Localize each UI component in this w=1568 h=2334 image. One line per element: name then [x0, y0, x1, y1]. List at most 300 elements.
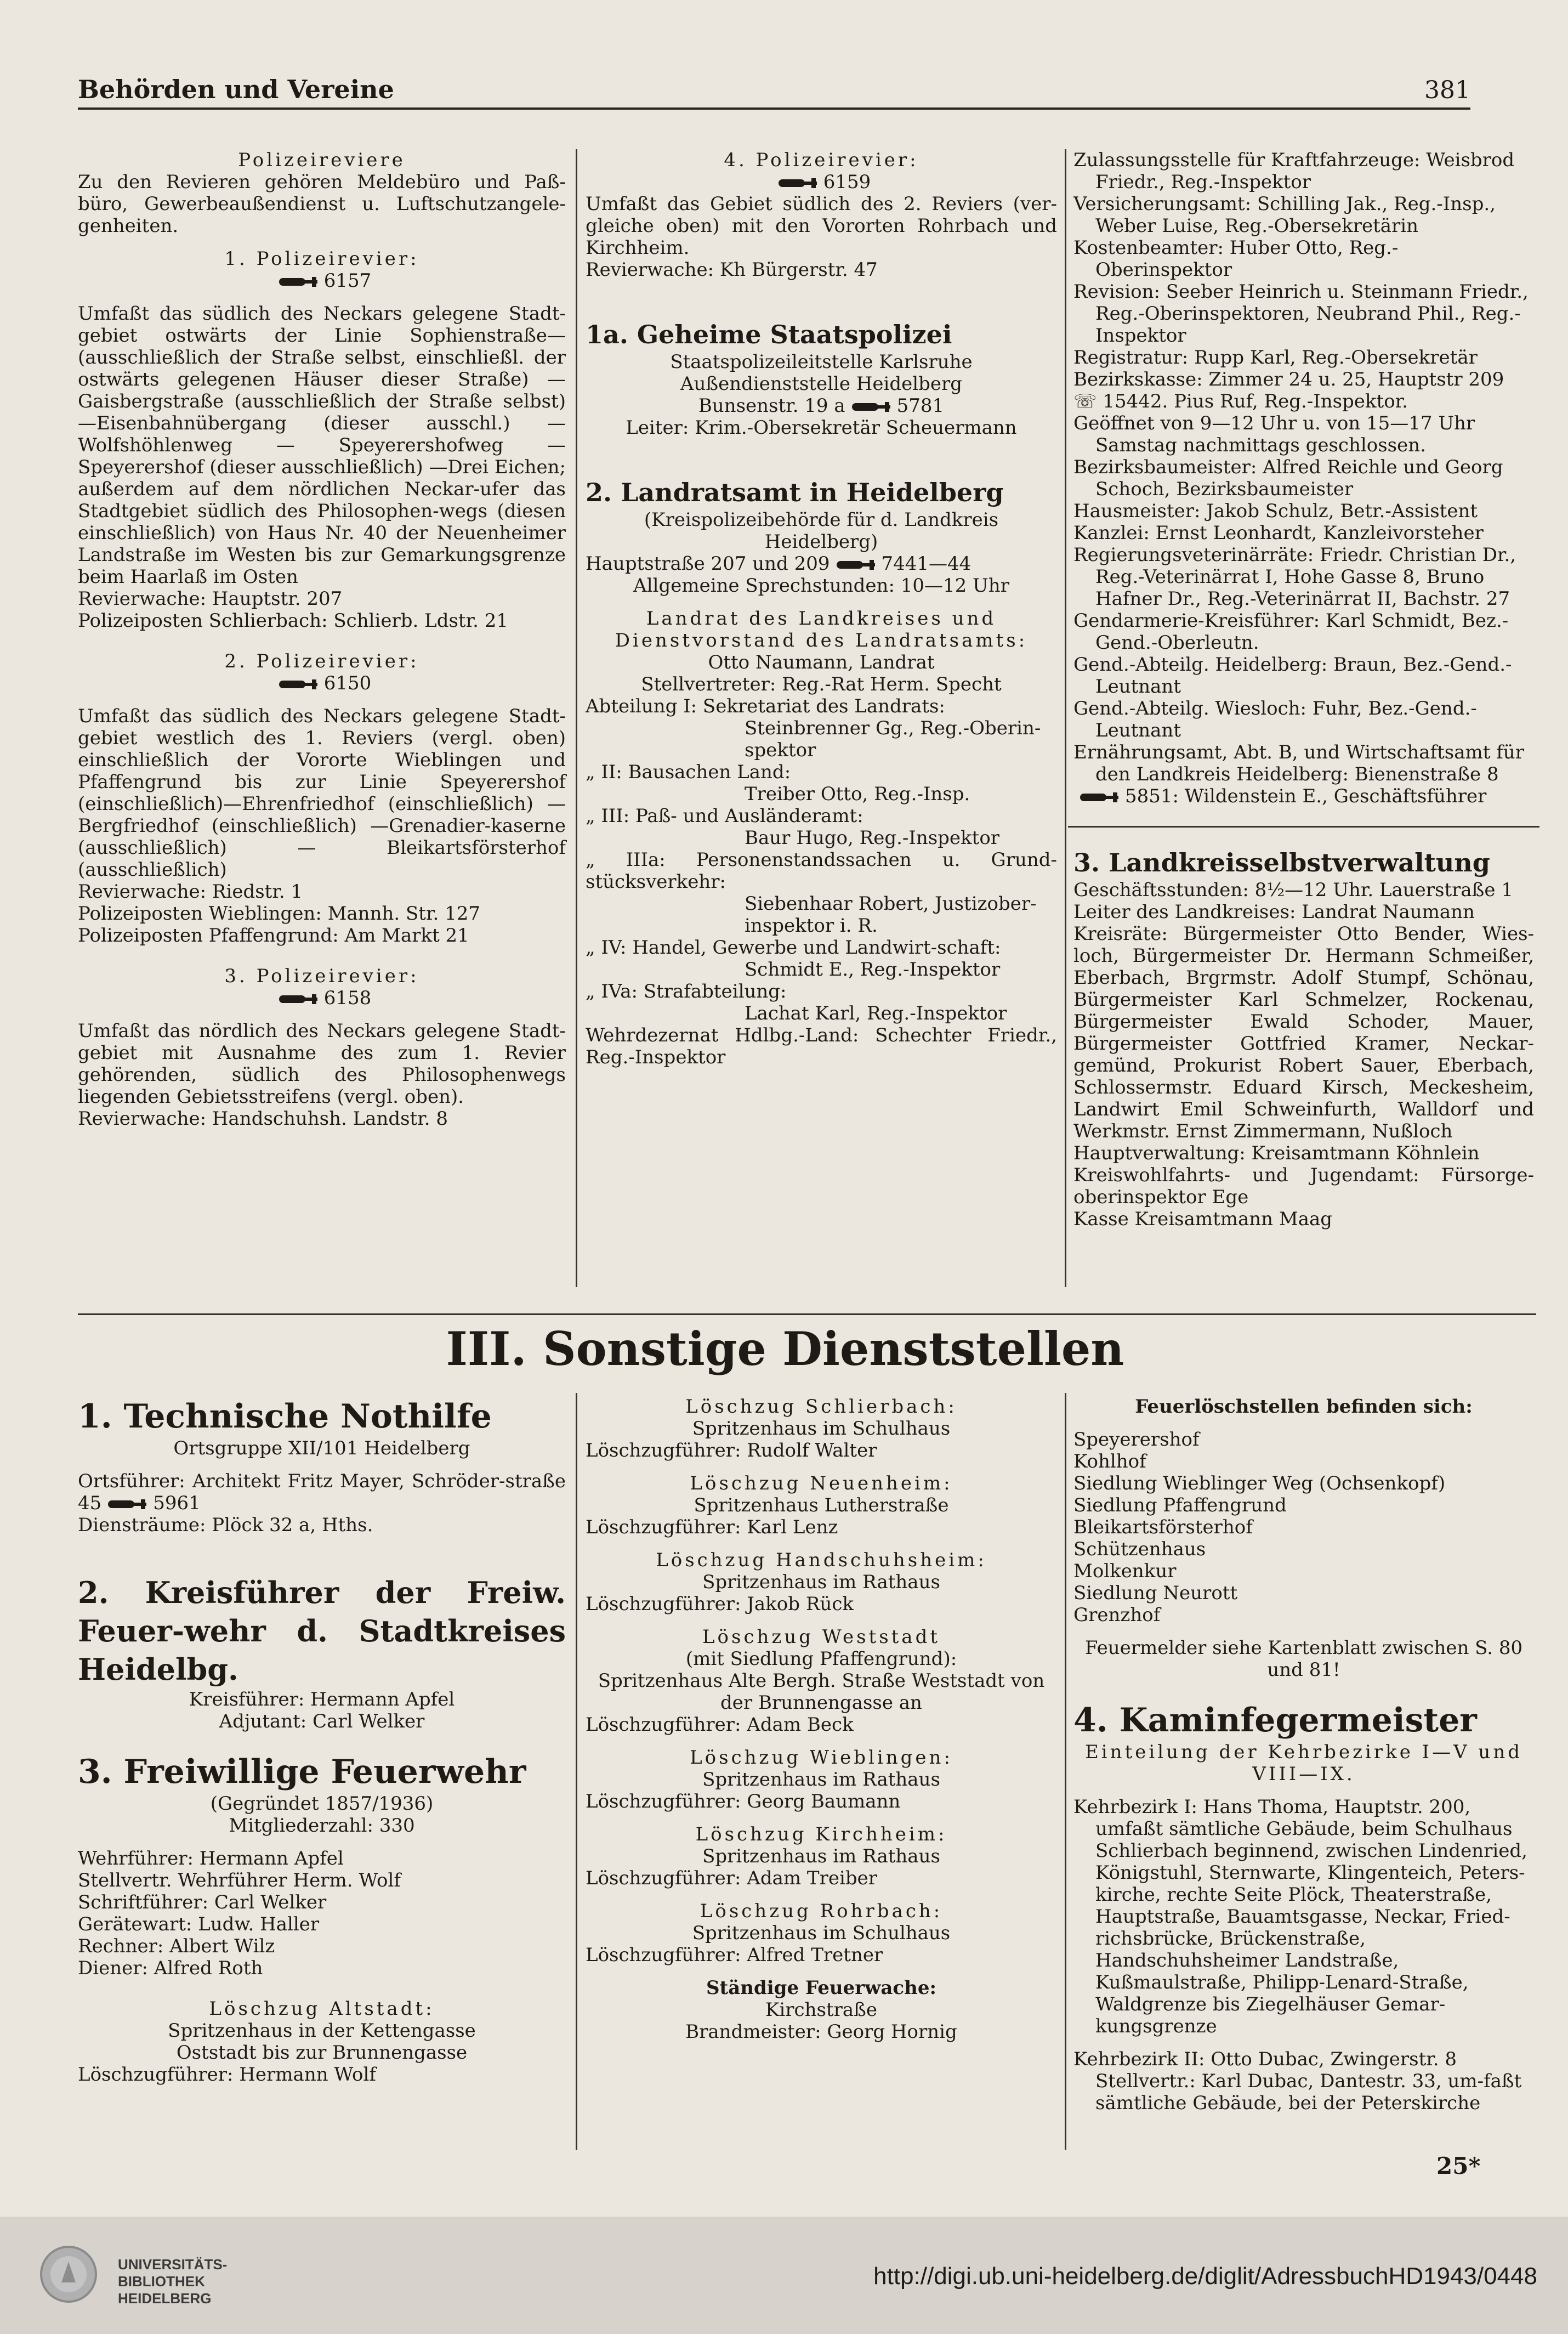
telephone-icon: [278, 993, 319, 1005]
b-mid-line: [586, 1615, 1057, 1626]
b-right-line: [1073, 1699, 1534, 1741]
document-page: [34, 0, 1536, 2213]
line-text: (Kreispolizeibehörde für d. Landkreis Heidelberg): [644, 509, 999, 553]
b-left-line: [78, 1555, 566, 1573]
right-col-line: [1073, 347, 1534, 369]
mid-col-line: [586, 827, 1057, 849]
b-right-line: [1073, 1560, 1534, 1582]
b-right-line: [1073, 1516, 1534, 1538]
line-text: 4. Polizeirevier:: [724, 149, 919, 171]
line-text: Gerätewart: Ludw. Haller: [78, 1913, 320, 1935]
line-text: Wehrführer: Hermann Apfel: [78, 1848, 344, 1870]
line-text: Geschäftsstunden: 8½—12 Uhr. Lauerstraße 1: [1073, 879, 1513, 901]
b-mid-line: [586, 1461, 1057, 1472]
b-mid-line: [586, 1538, 1057, 1549]
mid-col-line: [586, 783, 1057, 805]
telephone-icon: [1079, 791, 1120, 803]
b-mid-line: [586, 1472, 1057, 1494]
b-mid-line: [586, 1549, 1057, 1571]
line-text: Kanzlei: Ernst Leonhardt, Kanzleivorsteher: [1073, 522, 1484, 544]
right-col-line: [1073, 500, 1534, 522]
b-left-line: [78, 1459, 566, 1470]
line-text: „ IVa: Strafabteilung:: [586, 981, 787, 1002]
mid-col-line: [586, 1002, 1057, 1024]
line-text: Otto Naumann, Landrat: [708, 652, 935, 673]
section-rule: [78, 1313, 1536, 1315]
b-left-line: [78, 1689, 566, 1710]
b-right-line: [1073, 1637, 1534, 1681]
b-right-line: [1073, 1785, 1534, 1796]
right-col-line: [1073, 149, 1534, 193]
line-text: Revierwache: Riedstr. 1: [78, 881, 303, 903]
mid-col-line: [586, 259, 1057, 281]
library-name: UNIVERSITÄTS- BIBLIOTHEK HEIDELBERG: [118, 2256, 228, 2307]
b-right-line: [1073, 1604, 1534, 1626]
right-col-line: [1073, 369, 1534, 390]
phone-number: 6159: [823, 171, 871, 193]
line-text: Leiter des Landkreises: Landrat Naumann: [1073, 901, 1475, 923]
line-text: Bezirkskasse: Zimmer 24 u. 25, Hauptstr 209: [1073, 369, 1504, 390]
page-header: [78, 71, 1470, 110]
left-col-line: [78, 903, 566, 925]
left-col-line: [78, 705, 566, 881]
line-text: Rechner: Albert Wilz: [78, 1935, 275, 1957]
b-mid-line: [586, 1769, 1057, 1791]
line-text: Außendienststelle Heidelberg: [680, 373, 963, 395]
line-text: Spritzenhaus im Rathaus: [702, 1845, 940, 1867]
mid-col-line: [586, 193, 1057, 259]
left-col-line: [78, 237, 566, 248]
university-seal-icon: [38, 2244, 99, 2304]
line-text: „ III: Paß- und Ausländeramt:: [586, 805, 863, 827]
line-text: Staatspolizeileitstelle Karlsruhe: [670, 351, 973, 373]
b-left-line: [78, 1536, 566, 1555]
b-right-line: [1073, 1626, 1534, 1637]
line-text: Ernährungsamt, Abt. B, und Wirtschaftsamt für den Landkreis Heidelberg: Bienenstraße 8: [1073, 741, 1524, 785]
mid-col-line: [586, 849, 1057, 893]
right-col-line: [1073, 390, 1534, 412]
line-text: Diensträume: Plöck 32 a, Hths.: [78, 1514, 373, 1536]
line-text: (Gegründet 1857/1936): [210, 1793, 434, 1815]
b-left-line: [78, 1848, 566, 1870]
line-text: Löschzug Schlierbach:: [685, 1396, 957, 1418]
b-right-line: [1073, 1418, 1534, 1429]
line-text: Speyerershof: [1073, 1429, 1200, 1451]
left-col-line: [78, 248, 566, 270]
b-right-line: [1073, 1396, 1534, 1418]
line-text: Umfaßt das südlich des Neckars gelegene Stadt-gebiet westlich des 1. Reviers (vergl. oben) einschließlich der Vororte Wieblingen und Pfaffengrund bis zur Linie Speyerershof (einschließlich)—Ehrenfriedhof (einschließlich) —Bergfriedhof (einschließlich) —Grenadier-kaserne (ausschließlich) — Bleikartsförsterhof (ausschließlich): [78, 705, 566, 881]
right-col-line: [1073, 1164, 1534, 1208]
line-text: Steinbrenner Gg., Reg.-Oberin-spektor: [745, 717, 1041, 761]
b-right-line: [1073, 1472, 1534, 1494]
line-text: Feuerlöschstellen befinden sich:: [1135, 1396, 1473, 1418]
line-text: 3. Freiwillige Feuerwehr: [78, 1753, 526, 1791]
line-text: Löschzugführer: Adam Treiber: [586, 1867, 877, 1889]
left-col-line: [78, 292, 566, 303]
line-text: Bunsenstr. 19 a: [698, 395, 845, 417]
b-left-line: [78, 1732, 566, 1751]
mid-col-line: [586, 171, 1057, 193]
b-left-line: [78, 1891, 566, 1913]
column-divider: [576, 1393, 577, 2150]
line-text: „ IV: Handel, Gewerbe und Landwirt-schaft:: [586, 937, 1001, 959]
mid-col-line: [586, 553, 1057, 575]
line-text: Siebenhaar Robert, Justizober-inspektor i. R.: [745, 893, 1037, 937]
right-column: [1073, 149, 1534, 1230]
b-mid-line: [586, 1791, 1057, 1812]
left-col-line: [78, 881, 566, 903]
line-text: Löschzug Kirchheim:: [695, 1823, 947, 1845]
mid-col-line: [586, 805, 1057, 827]
line-text: Kirchstraße: [765, 1999, 877, 2021]
line-text: 1. Polizeirevier:: [224, 248, 419, 270]
left-col-line: [78, 650, 566, 672]
left-col-line: [78, 632, 566, 650]
b-right-line: [1073, 2037, 1534, 2048]
line-text: Siedlung Neurott: [1073, 1582, 1238, 1604]
line-text: 1. Technische Nothilfe: [78, 1397, 492, 1436]
mid-col-line: [586, 608, 1057, 652]
line-text: Löschzugführer: Hermann Wolf: [78, 2064, 376, 2086]
b-mid-line: [586, 1823, 1057, 1845]
b-left-line: [78, 1470, 566, 1514]
b-mid-line: [586, 1418, 1057, 1440]
line-text: Adjutant: Carl Welker: [219, 1710, 425, 1732]
line-text: Grenzhof: [1073, 1604, 1161, 1626]
mid-col-line: [586, 1024, 1057, 1068]
line-text: Ständige Feuerwache:: [706, 1977, 937, 1999]
line-text: Polizeiposten Wieblingen: Mannh. Str. 127: [78, 903, 480, 925]
line-text: Spritzenhaus im Schulhaus: [692, 1922, 951, 1944]
line-text: Ortsgruppe XII/101 Heidelberg: [173, 1437, 470, 1459]
column-divider: [576, 149, 577, 1287]
line-text: Löschzug Handschuhsheim:: [656, 1549, 987, 1571]
line-text: (mit Siedlung Pfaffengrund):: [685, 1648, 957, 1670]
line-text: Gendarmerie-Kreisführer: Karl Schmidt, Bez.-Gend.-Oberleutn.: [1073, 610, 1509, 654]
right-col-line: [1073, 698, 1534, 741]
line-text: Löschzugführer: Georg Baumann: [586, 1791, 901, 1812]
mid-col-line: [586, 695, 1057, 717]
line-text: Zu den Revieren gehören Meldebüro und Paß-büro, Gewerbeaußendienst u. Luftschutzangele-genheiten.: [78, 171, 566, 237]
line-text: Baur Hugo, Reg.-Inspektor: [745, 827, 1000, 849]
phone-number: 5781: [896, 395, 945, 417]
mid-col-line: [586, 395, 1057, 417]
section-title: III. Sonstige Dienststellen: [446, 1322, 1124, 1376]
b-mid-line: [586, 1593, 1057, 1615]
left-col-line: [78, 303, 566, 588]
b-mid-line: [586, 1571, 1057, 1593]
telephone-icon: [278, 276, 319, 288]
left-column: [78, 149, 566, 1130]
b-mid-line: [586, 1867, 1057, 1889]
mid-col-line: [586, 597, 1057, 608]
telephone-icon: [836, 559, 876, 571]
line-text: Kohlhof: [1073, 1451, 1146, 1472]
line-text: Allgemeine Sprechstunden: 10—12 Uhr: [633, 575, 1009, 597]
mid-col-line: [586, 717, 1057, 761]
line-text: Molkenkur: [1073, 1560, 1177, 1582]
b-mid-line: [586, 1966, 1057, 1977]
phone-number: 6157: [323, 270, 372, 292]
b-left-line: [78, 1573, 566, 1689]
left-col-line: [78, 947, 566, 965]
line-text: Schmidt E., Reg.-Inspektor: [745, 959, 1001, 981]
b-mid-line: [586, 1944, 1057, 1966]
b-right-line: [1073, 1538, 1534, 1560]
b-left-line: [78, 1979, 566, 1998]
line-text: Versicherungsamt: Schilling Jak., Reg.-Insp., Weber Luise, Reg.-Obersekretärin: [1073, 193, 1496, 237]
line-text: Treiber Otto, Reg.-Insp.: [745, 783, 970, 805]
right-col-line: [1073, 193, 1534, 237]
line-text: Kreiswohlfahrts- und Jugendamt: Fürsorge-oberinspektor Ege: [1073, 1164, 1534, 1208]
line-text: Spritzenhaus in der Kettengasse: [168, 2020, 476, 2042]
b-mid-line: [586, 1626, 1057, 1648]
right-col-line: [1073, 456, 1534, 500]
mid-col-line: [586, 893, 1057, 937]
phone-number: 6158: [323, 987, 372, 1009]
right-col-line: [1073, 1142, 1534, 1164]
sheet-marker: 25*: [1436, 2152, 1481, 2179]
line-text: Schützenhaus: [1073, 1538, 1206, 1560]
line-text: Polizeireviere: [238, 149, 406, 171]
b-right-line: [1073, 1429, 1534, 1451]
left-col-line: [78, 1009, 566, 1020]
right-col-line: [1073, 879, 1534, 901]
left-col-line: [78, 694, 566, 705]
line-text: Umfaßt das südlich des Neckars gelegene Stadt-gebiet ostwärts der Linie Sophienstraße—(ausschließlich der Straße selbst, einschließl. der ostwärts gelegenen Häuser dieser Straße) —Gaisbergstraße (ausschließlich der Straße selbst) —Eisenbahnübergang (dieser ausschl.) — Wolfshöhlenweg — Speyerershofweg — Speyerershof (dieser ausschließlich) —Drei Eichen; außerdem auf dem nördlichen Neckar-ufer das Stadtgebiet südlich des Philosophen-wegs (diesen einschließlich) von Haus Nr. 40 der Neuenheimer Landstraße im Westen bis zur Gemarkungsgrenze beim Haarlaß im Osten: [78, 303, 566, 588]
right-col-line: [1073, 237, 1534, 281]
b-mid-line: [586, 1845, 1057, 1867]
line-text: Abteilung I: Sekretariat des Landrats:: [586, 695, 945, 717]
b-left-line: [78, 2042, 566, 2064]
right-col-line: [1073, 1208, 1534, 1230]
line-text: Gend.-Abteilg. Wiesloch: Fuhr, Bez.-Gend.-Leutnant: [1073, 698, 1477, 741]
right-col-line: [1073, 846, 1534, 879]
b-mid-line: [586, 1494, 1057, 1516]
b-left-line: [78, 1935, 566, 1957]
line-text: Spritzenhaus im Rathaus: [702, 1571, 940, 1593]
page-number: 381: [1424, 76, 1470, 104]
mid-col-line: [586, 509, 1057, 553]
left-col-line: [78, 925, 566, 947]
b-mid-line: [586, 1999, 1057, 2021]
line-text: Einteilung der Kehrbezirke I—V und VIII—IX.: [1084, 1741, 1522, 1785]
line-text: Leiter: Krim.-Obersekretär Scheuermann: [626, 417, 1017, 439]
line-text: Bezirksbaumeister: Alfred Reichle und Georg Schoch, Bezirksbaumeister: [1073, 456, 1503, 500]
left-col-line: [78, 588, 566, 610]
header-rule: [78, 107, 1470, 110]
line-text: Oststadt bis zur Brunnengasse: [176, 2042, 468, 2064]
line-text: Lachat Karl, Reg.-Inspektor: [745, 1002, 1007, 1024]
line-text: 2. Landratsamt in Heidelberg: [586, 478, 1004, 507]
b-left-line: [78, 1751, 566, 1793]
right-col-line: [1073, 828, 1534, 846]
left-col-line: [78, 1020, 566, 1108]
left-col-line: [78, 1108, 566, 1130]
mid-col-line: [586, 652, 1057, 673]
b-left-line: [78, 1870, 566, 1891]
telephone-icon: [278, 678, 319, 690]
right-col-line: [1073, 412, 1534, 456]
right-col-line: [1073, 901, 1534, 923]
left-col-line: [78, 149, 566, 171]
b-right-line: [1073, 1796, 1534, 2037]
b-mid-line: [586, 1516, 1057, 1538]
mid-col-line: [586, 417, 1057, 439]
right-col-line: [1073, 785, 1534, 807]
right-col-line: [1073, 522, 1534, 544]
b-left-line: [78, 1396, 566, 1437]
line-text: Landrat des Landkreises und Dienstvorstand des Landratsamts:: [615, 608, 1028, 652]
mid-col-line: [586, 476, 1057, 509]
right-col-line: [1073, 654, 1534, 698]
source-url[interactable]: http://digi.ub.uni-heidelberg.de/diglit/AdressbuchHD1943/0448: [873, 2263, 1537, 2290]
line-text: Löschzugführer: Adam Beck: [586, 1714, 854, 1736]
b-left-line: [78, 2020, 566, 2042]
line-text: Mitgliederzahl: 330: [229, 1815, 415, 1837]
library-footer: [0, 2217, 1568, 2334]
mid-col-line: [586, 457, 1057, 476]
line-text: Revierwache: Hauptstr. 207: [78, 588, 343, 610]
mid-col-line: [586, 761, 1057, 783]
line-text: 2. Kreisführer der Freiw. Feuer-wehr d. Stadtkreises Heidelbg.: [78, 1575, 566, 1687]
line-text: Löschzug Rohrbach:: [700, 1900, 943, 1922]
right-col-line: [1073, 741, 1534, 785]
telephone-icon: [777, 177, 818, 189]
line-text: Stellvertreter: Reg.-Rat Herm. Specht: [641, 673, 1002, 695]
b-mid-line: [586, 1648, 1057, 1670]
mid-col-line: [586, 673, 1057, 695]
b-left-line: [78, 1815, 566, 1837]
line-text: Kreisführer: Hermann Apfel: [189, 1689, 455, 1710]
telephone-icon: [107, 1498, 147, 1510]
line-text: Spritzenhaus im Schulhaus: [692, 1418, 951, 1440]
b-left-line: [78, 1710, 566, 1732]
line-text: Feuermelder siehe Kartenblatt zwischen S. 80 und 81!: [1084, 1637, 1523, 1681]
line-text: Kostenbeamter: Huber Otto, Reg.-Oberinspektor: [1073, 237, 1399, 281]
line-text: Registratur: Rupp Karl, Reg.-Obersekretär: [1073, 347, 1478, 369]
right-col-line: [1073, 610, 1534, 654]
b-mid-line: [586, 1747, 1057, 1769]
mid-col-line: [586, 318, 1057, 351]
column-divider: [1065, 149, 1066, 1287]
line-text: Kasse Kreisamtmann Maag: [1073, 1208, 1332, 1230]
b-left-line: [78, 1913, 566, 1935]
mid-col-line: [586, 937, 1057, 959]
left-col-line: [78, 610, 566, 632]
line-text: Löschzug Neuenheim:: [690, 1472, 953, 1494]
middle-column: [586, 149, 1057, 1068]
line-text: Regierungsveterinärräte: Friedr. Christian Dr., Reg.-Veterinärrat I, Hohe Gasse 8, Bruno Hafner Dr., Reg.-Veterinärrat II, Bachstr. 27: [1073, 544, 1516, 610]
b-mid-line: [586, 1736, 1057, 1747]
b-left-line: [78, 1998, 566, 2020]
line-text: Revierwache: Kh Bürgerstr. 47: [586, 259, 878, 281]
right-col-line: [1073, 544, 1534, 610]
right-col-line: [1073, 807, 1534, 826]
phone-number: 5851: [1125, 785, 1173, 807]
b-mid-line: [586, 1889, 1057, 1900]
line-text: 2. Polizeirevier:: [224, 650, 419, 672]
line-text: Ortsführer: Architekt Fritz Mayer, Schröder-straße 45: [78, 1470, 566, 1514]
line-text: Schriftführer: Carl Welker: [78, 1891, 327, 1913]
line-text: Kreisräte: Bürgermeister Otto Bender, Wies-loch, Bürgermeister Dr. Hermann Schmeißer, Eberbach, Brgrmstr. Adolf Stumpf, Schönau, Bürgermeister Karl Schmelzer, Rockenau, Bürgermeister Ewald Schoder, Mauer, Bürgermeister Gottfried Kramer, Neckar-gemünd, Prokurist Robert Sauer, Eberbach, Schlossermstr. Eduard Kirsch, Meckesheim, Landwirt Emil Schweinfurth, Walldorf und Werkmstr. Ernst Zimmermann, Nußloch: [1073, 923, 1534, 1142]
line-text: Löschzugführer: Rudolf Walter: [586, 1440, 877, 1461]
mid-col-line: [586, 439, 1057, 457]
line-text: „ IIIa: Personenstandssachen u. Grund-stücksverkehr:: [586, 849, 1057, 893]
phone-number: 5961: [153, 1492, 201, 1514]
line-text: Bleikartsförsterhof: [1073, 1516, 1253, 1538]
line-text: Siedlung Wieblinger Weg (Ochsenkopf): [1073, 1472, 1446, 1494]
line-text: Diener: Alfred Roth: [78, 1957, 263, 1979]
line-text: Kehrbezirk II: Otto Dubac, Zwingerstr. 8 Stellvertr.: Karl Dubac, Dantestr. 33, um-faßt sämtliche Gebäude, bei der Peterskirche: [1073, 2048, 1522, 2114]
right-col-line: [1073, 923, 1534, 1142]
line-text: Löschzug Altstadt:: [209, 1998, 435, 2020]
left-col-line: [78, 672, 566, 694]
line-text: Kehrbezirk I: Hans Thoma, Hauptstr. 200, umfaßt sämtliche Gebäude, beim Schulhaus Schlierbach beginnend, zwischen Lindenried, Königstuhl, Sternwarte, Klingenteich, Peters-kirche, rechte Seite Plöck, Theaterstraße, Hauptstraße, Bauamtsgasse, Neckar, Fried-richsbrücke, Brückenstraße, Handschuhsheimer Landstraße, Kußmaulstraße, Philipp-Lenard-Straße, Waldgrenze bis Ziegelhäuser Gemar-kungsgrenze: [1073, 1796, 1527, 2037]
running-title: Behörden und Vereine: [78, 75, 394, 104]
line-text: Hauptstraße 207 und 209: [586, 553, 830, 575]
line-text: „ II: Bausachen Land:: [586, 761, 791, 783]
line-text: Zulassungsstelle für Kraftfahrzeuge: Weisbrod Friedr., Reg.-Inspektor: [1073, 149, 1515, 193]
left-col-line: [78, 987, 566, 1009]
line-text: Wehrdezernat Hdlbg.-Land: Schechter Friedr., Reg.-Inspektor: [586, 1024, 1057, 1068]
b-right-line: [1073, 2048, 1534, 2114]
line-text: 1a. Geheime Staatspolizei: [586, 320, 952, 349]
left-col-line: [78, 965, 566, 987]
telephone-icon: [851, 401, 891, 413]
line-text: Umfaßt das Gebiet südlich des 2. Reviers (ver-gleiche oben) mit den Vororten Rohrbach und Kirchheim.: [586, 193, 1057, 259]
b-left-line: [78, 1837, 566, 1848]
mid-col-line: [586, 149, 1057, 171]
b-mid-line: [586, 1440, 1057, 1461]
b-right-line: [1073, 1681, 1534, 1699]
b-mid-line: [586, 1900, 1057, 1922]
phone-number: 7441—44: [881, 553, 972, 575]
b-right-line: [1073, 1494, 1534, 1516]
line-text: Siedlung Pfaffengrund: [1073, 1494, 1287, 1516]
mid-col-line: [586, 575, 1057, 597]
b-mid-line: [586, 1396, 1057, 1418]
bottom-left-column: [78, 1396, 566, 2086]
line-text: Löschzugführer: Alfred Tretner: [586, 1944, 883, 1966]
line-text: Geöffnet von 9—12 Uhr u. von 15—17 Uhr Samstag nachmittags geschlossen.: [1073, 412, 1475, 456]
b-right-line: [1073, 1582, 1534, 1604]
line-text: 3. Polizeirevier:: [224, 965, 419, 987]
mid-col-line: [586, 351, 1057, 373]
line-text: Hauptverwaltung: Kreisamtmann Köhnlein: [1073, 1142, 1480, 1164]
b-left-line: [78, 2064, 566, 2086]
b-mid-line: [586, 1922, 1057, 1944]
line-text: Löschzug Wieblingen:: [690, 1747, 953, 1769]
b-right-line: [1073, 1741, 1534, 1785]
line-text: Spritzenhaus Alte Bergh. Straße Weststadt von der Brunnengasse an: [598, 1670, 1045, 1714]
b-right-line: [1073, 1451, 1534, 1472]
right-col-line: [1073, 281, 1534, 347]
b-mid-line: [586, 1714, 1057, 1736]
b-mid-line: [586, 2021, 1057, 2043]
phone-number: 6150: [323, 672, 372, 694]
b-left-line: [78, 1437, 566, 1459]
mid-col-line: [586, 959, 1057, 981]
line-text: 4. Kaminfegermeister: [1073, 1701, 1477, 1740]
line-text: 3. Landkreisselbstverwaltung: [1073, 848, 1490, 877]
line-text: Löschzug Weststadt: [702, 1626, 941, 1648]
b-mid-line: [586, 1670, 1057, 1714]
line-text: Löschzugführer: Karl Lenz: [586, 1516, 838, 1538]
bottom-right-column: [1073, 1396, 1534, 2114]
b-left-line: [78, 1514, 566, 1536]
left-col-line: [78, 171, 566, 237]
